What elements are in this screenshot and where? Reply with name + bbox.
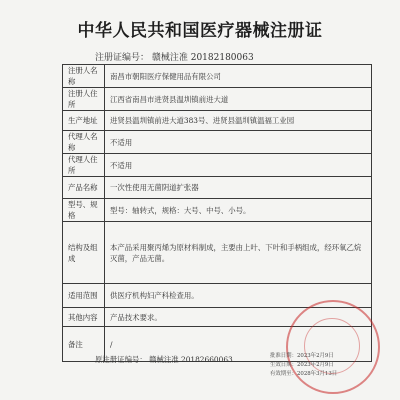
approval-date: 批准日期：2023年2月9日 — [270, 353, 334, 359]
expiry-date: 有效期至：2028年3月13日 — [270, 371, 338, 377]
table-row — [63, 199, 372, 222]
field-label: 适用范围 — [63, 284, 105, 308]
field-value: 一次性使用无菌阴道扩张器 — [105, 177, 372, 199]
registration-number: 注册证编号： 赣械注准 20182180063 — [95, 53, 254, 63]
table-row — [63, 154, 372, 177]
certificate-title: 中华人民共和国医疗器械注册证 — [77, 21, 323, 41]
field-value: 本产品采用聚丙烯为原材料制成，主要由上叶、下叶和手柄组成，经环氧乙烷灭菌，产品无菌。 — [105, 222, 372, 284]
field-value: 不适用 — [105, 131, 372, 154]
field-label: 注册人名称 — [63, 65, 105, 88]
date-block — [270, 352, 337, 379]
table-row — [63, 111, 372, 131]
table-row — [63, 65, 372, 88]
field-value: 进贤县温圳镇前进大道383号、进贤县温圳镇温福工业园 — [105, 111, 372, 131]
table-row — [63, 177, 372, 199]
table-row — [63, 222, 372, 284]
table-row — [63, 131, 372, 154]
field-value: 江西省南昌市进贤县温圳镇前进大道 — [105, 88, 372, 111]
effective-date: 生效日期：2023年2月9日 — [270, 362, 334, 368]
field-label: 生产地址 — [63, 111, 105, 131]
field-label: 结构及组成 — [63, 222, 105, 284]
field-label: 其他内容 — [63, 308, 105, 327]
field-value: 供医疗机构妇产科检查用。 — [105, 284, 372, 308]
table-row — [63, 88, 372, 111]
field-value: 不适用 — [105, 154, 372, 177]
field-label: 注册人住所 — [63, 88, 105, 111]
field-label: 备注 — [63, 327, 105, 362]
field-label: 型号、规格 — [63, 199, 105, 222]
field-label: 产品名称 — [63, 177, 105, 199]
original-registration-number: 原注册证编号： 赣械注准 20182660063 — [95, 355, 233, 364]
field-label: 代理人名称 — [63, 131, 105, 154]
field-value: 南昌市朝阳医疗保健用品有限公司 — [105, 65, 372, 88]
field-value: 型号：轴转式，规格：大号、中号、小号。 — [105, 199, 372, 222]
field-value: 产品技术要求。 — [105, 308, 372, 327]
field-label: 代理人住所 — [63, 154, 105, 177]
field-value: / — [105, 327, 372, 362]
